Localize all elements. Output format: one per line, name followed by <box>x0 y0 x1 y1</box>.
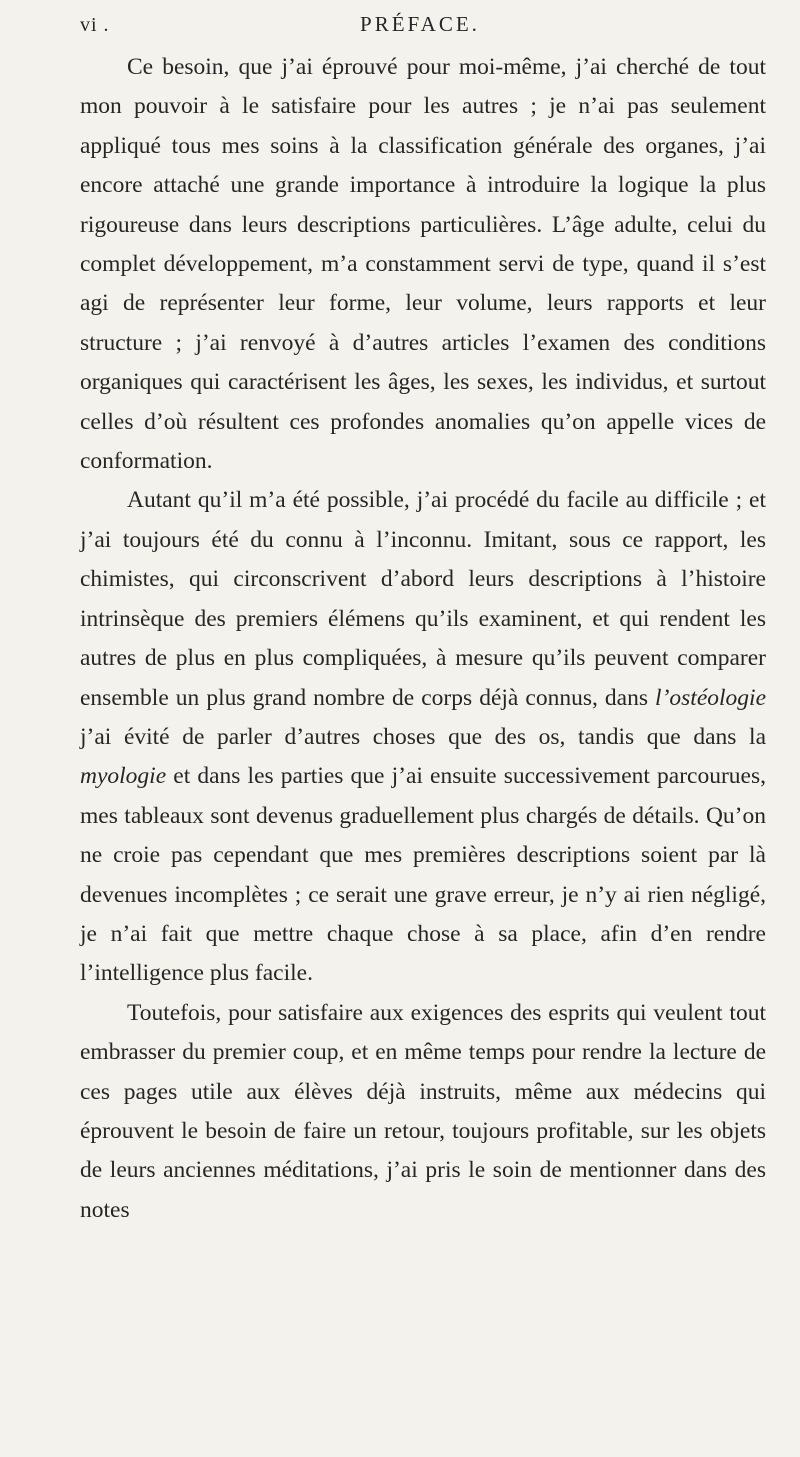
text-segment: Toutefois, pour satisfaire aux exigences des esprits qui veulent tout embrasser du premier coup, et en même temps pour rendre la lecture de ces pages utile aux élèves déjà instruits, même aux médecins qui éprouvent le besoin de faire un retour, toujours profitable, sur les objets de leurs anciennes méditations, j’ai pris le soin de mentionner dans des notes <box>80 999 766 1223</box>
running-title: PRÉFACE. <box>360 12 480 36</box>
text-segment: Autant qu’il m’a été possible, j’ai procédé du facile au difficile ; et j’ai toujours été du connu à l’inconnu. Imitant, sous ce rapport, les chimistes, qui circonscrivent d’abord leurs descriptions à l’histoire intrinsèque des premiers élémens qu’ils examinent, et qui rendent les autres de plus en plus compliquées, à mesure qu’ils peuvent comparer ensemble un plus grand nombre de corps déjà connus, dans <box>80 487 766 711</box>
paragraph-2 <box>80 481 766 993</box>
text-segment: j’ai évité de parler d’autres choses que des os, tandis que dans la <box>80 723 766 750</box>
page-header <box>80 8 760 44</box>
text-segment: et dans les parties que j’ai ensuite successivement parcourues, mes tableaux sont devenus graduellement plus chargés de détails. Qu’on ne croie pas cependant que mes premières descriptions soient par là devenues incomplètes ; ce serait une grave erreur, je n’y ai rien négligé, je n’ai fait que mettre chaque chose à sa place, afin d’en rendre l’intelligence plus facile. <box>80 763 766 987</box>
body-text <box>80 48 766 1230</box>
paragraph-3 <box>80 994 766 1230</box>
italic-term-myologie: myologie <box>80 763 167 790</box>
paragraph-1 <box>80 48 766 481</box>
page-number: vi . <box>80 14 110 36</box>
text-segment: Ce besoin, que j’ai éprouvé pour moi-même, j’ai cherché de tout mon pouvoir à le satisfaire pour les autres ; je n’ai pas seulement appliqué tous mes soins à la classification générale des organes, j’ai encore attaché une grande importance à introduire la logique la plus rigoureuse dans leurs descriptions particulières. L’âge adulte, celui du complet développement, m’a constamment servi de type, quand il s’est agi de représenter leur forme, leur volume, leurs rapports et leur structure ; j’ai renvoyé à d’autres articles l’examen des conditions organiques qui caractérisent les âges, les sexes, les individus, et surtout celles d’où résultent ces profondes anomalies qu’on appelle vices de conformation. <box>80 54 766 475</box>
italic-term-osteologie: l’ostéologie <box>655 684 766 711</box>
